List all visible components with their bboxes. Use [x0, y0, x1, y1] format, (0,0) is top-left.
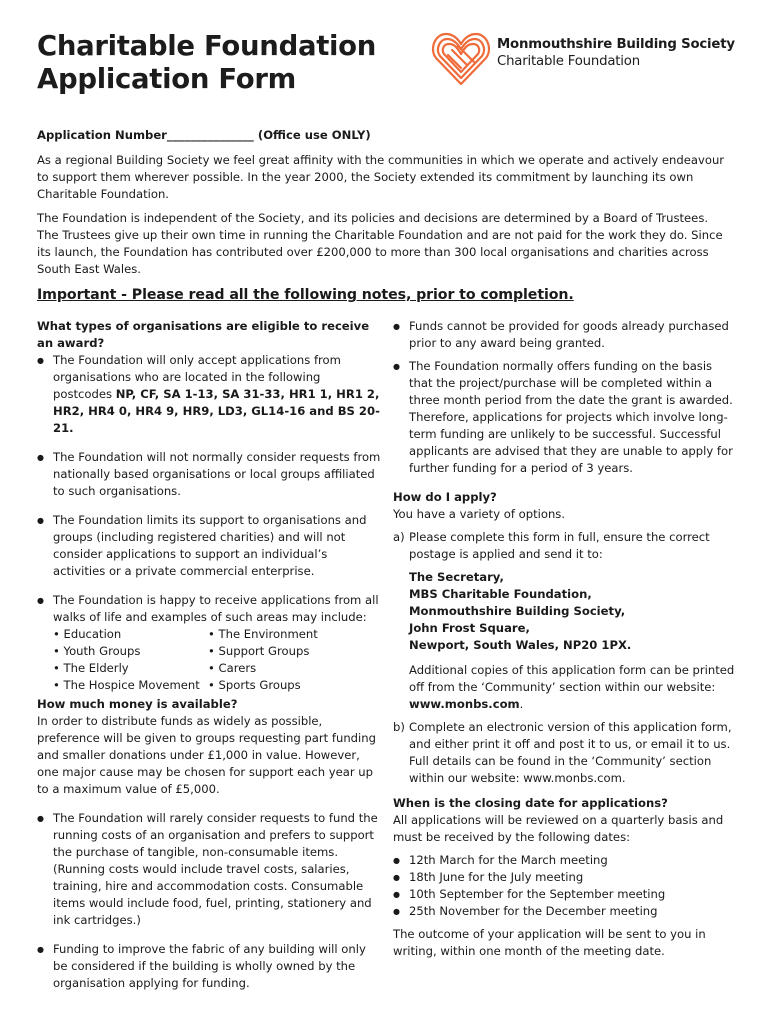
area-item: • The Environment: [208, 627, 318, 641]
option-b-letter: b): [393, 720, 405, 734]
address-line: MBS Charitable Foundation,: [409, 587, 592, 601]
list-item: ● The Foundation normally offers funding on the basis that the project/purchase will be completed within a three month period from the date the grant is awarded. Therefore, applications for projects which involve long-term funding are unlikely to be successful. Successful applicants are advised that they are unable to apply for further funding for a period of 3 years.: [393, 358, 738, 477]
money-heading: How much money is available?: [37, 697, 238, 711]
list-item: ● Funding to improve the fabric of any building will only be considered if the building is wholly owned by the organisation applying for funding.: [37, 941, 382, 992]
area-item: • The Hospice Movement: [53, 678, 200, 692]
copies-text: Additional copies of this application form can be printed off from the ‘Community’ section within our website:: [409, 663, 735, 694]
logo-wordmark: [497, 37, 735, 69]
eligibility-list: [37, 352, 382, 694]
copies-paragraph: [393, 662, 738, 713]
area-item: • The Elderly: [53, 661, 129, 675]
closing-heading: When is the closing date for applications?: [393, 796, 668, 810]
left-column: [37, 318, 382, 992]
list-item: ● The Foundation will not normally consider requests from nationally based organisations or local groups affiliated to such organisations.: [37, 449, 382, 500]
address-line: Newport, South Wales, NP20 1PX.: [409, 638, 632, 652]
closing-dates-list: [393, 852, 738, 920]
apply-heading: How do I apply?: [393, 490, 497, 504]
list-item: ● 12th March for the March meeting: [393, 852, 738, 869]
address-line: The Secretary,: [409, 570, 504, 584]
mbs-logo: [430, 28, 740, 90]
postcode-intro: The Foundation will only accept applications from organisations who are located in the following postcodes: [53, 353, 341, 401]
money-paragraph: In order to distribute funds as widely as possible, preference will be given to groups requesting part funding and smaller donations under £1,000 in value. However, one major cause may be chosen for support each year up to a maximum value of £5,000.: [37, 714, 376, 796]
address-line: John Frost Square,: [409, 621, 530, 635]
address-line: Monmouthshire Building Society,: [409, 604, 626, 618]
heart-lines-icon: [430, 28, 492, 90]
list-item: ● The Foundation limits its support to organisations and groups (including registered charities) and will not consider applications to support an individual’s activities or a private commercial enterprise.: [37, 512, 382, 580]
closing-paragraph: All applications will be reviewed on a quarterly basis and must be received by the following dates:: [393, 813, 724, 844]
area-item: • Education: [53, 627, 122, 641]
funding-rules-list: [393, 318, 738, 477]
option-b-text: Complete an electronic version of this application form, and either print it off and post it to us, or email it to us. Full details can be found in the ‘Community’ section within our website: www.monbs.com.: [409, 720, 732, 785]
outcome-paragraph: The outcome of your application will be sent to you in writing, within one month of the meeting date.: [393, 927, 706, 958]
list-item: ● 10th September for the September meeting: [393, 886, 738, 903]
option-a-text: Please complete this form in full, ensure the correct postage is applied and send it to:: [409, 530, 710, 561]
area-item: • Youth Groups: [53, 644, 141, 658]
list-item: ● 18th June for the July meeting: [393, 869, 738, 886]
list-item: [37, 352, 382, 437]
logo-foundation-name: Charitable Foundation: [497, 54, 640, 69]
title-line-1: Charitable Foundation: [37, 30, 377, 62]
postcode-list: NP, CF, SA 1-13, SA 31-33, HR1 1, HR1 2, HR2, HR4 0, HR4 9, HR9, LD3, GL14-16 and BS 20-21.: [53, 387, 380, 435]
option-a-letter: a): [393, 530, 405, 544]
list-item: ● The Foundation will rarely consider requests to fund the running costs of an organisation and prefers to support the purchase of tangible, non-consumable items. (Running costs would include travel costs, salaries, training, hire and accommodation costs. Consumable items would include food, fuel, printing, stationery and ink cartridges.): [37, 810, 382, 929]
eligible-heading: What types of organisations are eligible to receive an award?: [37, 319, 370, 350]
page-title: [37, 30, 417, 96]
apply-intro: You have a variety of options.: [393, 507, 566, 521]
title-line-2: Application Form: [37, 63, 296, 95]
areas-grid: [53, 626, 382, 694]
option-b: [393, 719, 738, 787]
area-item: • Support Groups: [208, 644, 310, 658]
intro-paragraph-1: As a regional Building Society we feel great affinity with the communities in which we operate and actively endeavour to support them wherever possible. In the year 2000, the Society extended its commitment by launching its own Charitable Foundation.: [37, 153, 725, 201]
postal-address: [393, 569, 738, 654]
application-number-field[interactable]: Application Number_______________ (Office use ONLY): [37, 128, 371, 142]
website-link[interactable]: www.monbs.com: [409, 697, 520, 711]
funding-list: [37, 810, 382, 992]
list-item: ● Funds cannot be provided for goods already purchased prior to any award being granted.: [393, 318, 738, 352]
option-a: [393, 529, 738, 563]
logo-society-name: Monmouthshire Building Society: [497, 37, 735, 52]
copies-end: .: [519, 697, 524, 711]
intro-paragraph-2: The Foundation is independent of the Society, and its policies and decisions are determined by a Board of Trustees. The Trustees give up their own time in running the Charitable Foundation and are not paid for the work they do. Since its launch, the Foundation has contributed over £200,000 to more than 300 local organisations and charities across South East Wales.: [37, 211, 723, 276]
area-item: • Sports Groups: [208, 678, 301, 692]
list-item: ● 25th November for the December meeting: [393, 903, 738, 920]
area-item: • Carers: [208, 661, 257, 675]
important-heading: Important - Please read all the following notes, prior to completion.: [37, 287, 574, 303]
areas-intro: The Foundation is happy to receive applications from all walks of life and examples of such areas may include:: [53, 593, 379, 624]
list-item: [37, 592, 382, 694]
right-column: [393, 318, 738, 960]
